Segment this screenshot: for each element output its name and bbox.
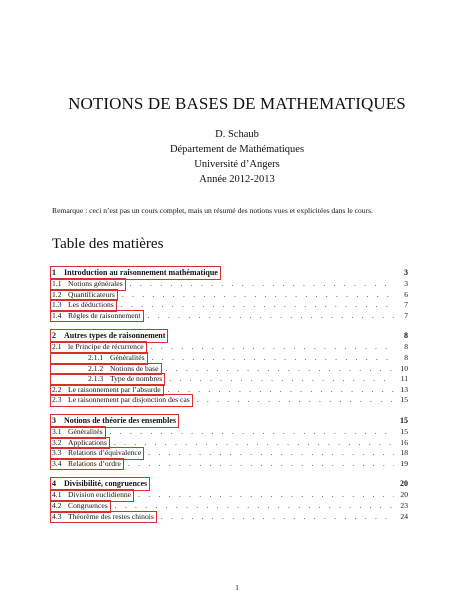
toc-entry-title: Quantificateurs <box>68 289 115 299</box>
toc-entry-title: le Principe de récurrence <box>68 342 144 352</box>
toc-chapter-number: 4 <box>52 479 56 489</box>
toc-entry-number: 3.1 <box>52 426 62 436</box>
toc-page-number: 20 <box>400 479 408 489</box>
toc-entry-number: 1.4 <box>52 310 62 320</box>
author-block <box>0 127 474 187</box>
toc-page-number: 19 <box>400 458 408 468</box>
author-name: D. Schaub <box>215 129 259 140</box>
toc-page-number: 8 <box>404 342 408 352</box>
toc-leader-dots <box>152 353 394 364</box>
toc-leader-dots <box>122 290 394 301</box>
toc-section-entry[interactable] <box>52 394 408 405</box>
toc-entry-link[interactable] <box>50 511 157 524</box>
toc-section-entry[interactable] <box>52 426 408 437</box>
toc-chapter-number: 1 <box>52 268 56 277</box>
toc-entry-number: 4.2 <box>52 500 62 510</box>
toc-page-number: 7 <box>404 310 408 320</box>
toc-entry-number: 2.1 <box>52 342 62 352</box>
toc-page-number: 15 <box>400 395 408 405</box>
toc-entry-title: Congruences <box>68 500 108 510</box>
toc-entry-title: Division euclidienne <box>68 490 132 500</box>
toc-page-number: 8 <box>404 331 408 341</box>
toc-leader-dots <box>169 374 394 385</box>
remark-text: Remarque : ceci n’est pas un cours complet, mais un résumé des notions vues et explicitées dans le cours. <box>52 206 373 215</box>
toc-chapter-title: Divisibilité, congruences <box>64 479 148 489</box>
toc-entry-title: Relations d’équivalence <box>68 448 142 458</box>
department-name: Département de Mathématiques <box>169 144 305 155</box>
toc-entry-title: Généralités <box>68 426 103 436</box>
toc-leader-dots <box>138 490 394 501</box>
toc-chapter-number: 3 <box>52 415 56 425</box>
toc-leader-dots <box>114 438 394 449</box>
toc-entry-title: Notions de base <box>110 363 159 373</box>
toc-section-entry[interactable] <box>52 511 408 522</box>
toc-entry-number: 4.3 <box>52 511 62 521</box>
toc-entry-number: 3.4 <box>52 458 62 468</box>
toc-section-entry[interactable] <box>52 299 408 310</box>
toc-section-entry[interactable] <box>52 437 408 448</box>
toc-chapter-title: Introduction au raisonnement mathématique <box>64 268 218 277</box>
toc-entry-title: Type de nombres <box>110 374 163 384</box>
toc-entry-number: 3.3 <box>52 448 62 458</box>
toc-chapter <box>52 329 408 405</box>
toc-entry-number: 2.3 <box>52 395 62 405</box>
toc-page-number: 18 <box>400 448 408 458</box>
toc-page-number: 6 <box>404 289 408 299</box>
toc-entry-number: 3.2 <box>52 437 62 447</box>
toc-page-number: 11 <box>400 374 408 384</box>
toc-section-entry[interactable] <box>52 458 408 469</box>
toc-entry-number: 1.1 <box>52 279 62 288</box>
toc-page-number: 7 <box>404 300 408 310</box>
toc-entry-title: Généralités <box>110 352 145 362</box>
toc-leader-dots <box>166 364 394 375</box>
toc-leader-dots <box>128 459 394 470</box>
toc-chapter-entry[interactable] <box>52 477 408 489</box>
toc-chapter-title: Notions de théorie des ensembles <box>64 415 176 425</box>
toc-entry-link[interactable] <box>50 394 193 407</box>
toc-page-number: 10 <box>400 363 408 373</box>
toc-entry-title: Règles de raisonnement <box>68 310 141 320</box>
toc-entry-number: 2.1.2 <box>88 363 104 373</box>
toc-section-entry[interactable] <box>52 489 408 500</box>
toc-entry-number: 1.3 <box>52 300 62 310</box>
toc-leader-dots <box>151 342 394 353</box>
university-name: Université d’Angers <box>194 159 280 170</box>
toc-chapter <box>52 266 408 320</box>
toc-subsection-entry[interactable] <box>52 352 408 363</box>
document-title: NOTIONS DE BASES DE MATHEMATIQUES <box>68 94 406 113</box>
toc-entry-title: Théorème des restes chinois <box>68 511 154 521</box>
toc-section-entry[interactable] <box>52 289 408 300</box>
toc-heading: Table des matières <box>52 236 164 252</box>
toc-page-number: 15 <box>400 426 408 436</box>
toc-chapter <box>52 477 408 521</box>
toc-entry-link[interactable] <box>50 458 124 471</box>
toc-entry-title: Applications <box>68 437 107 447</box>
toc-leader-dots <box>121 300 394 311</box>
toc-entry-number: 2.2 <box>52 384 62 394</box>
toc-page-number: 3 <box>404 279 408 288</box>
toc-entry-number: 2.1.3 <box>88 374 104 384</box>
toc-section-entry[interactable] <box>52 500 408 511</box>
toc-leader-dots <box>168 385 394 396</box>
toc-page-number: 3 <box>404 268 408 277</box>
toc-subsection-entry[interactable] <box>52 373 408 384</box>
toc-entry-title: Notions générales <box>68 279 123 288</box>
toc-chapter-entry[interactable] <box>52 414 408 426</box>
toc-entry-title: Le raisonnement par disjonction des cas <box>68 395 190 405</box>
toc-section-entry[interactable] <box>52 384 408 395</box>
toc-page-number: 20 <box>400 490 408 500</box>
toc-chapter-entry[interactable] <box>52 266 408 278</box>
toc-leader-dots <box>130 279 394 290</box>
toc-section-entry[interactable] <box>52 310 408 321</box>
toc-entry-title: Relations d’ordre <box>68 458 121 468</box>
toc-section-entry[interactable] <box>52 341 408 352</box>
academic-year: Année 2012-2013 <box>199 174 275 185</box>
toc-entry-title: Les déductions <box>68 300 114 310</box>
toc-section-entry[interactable] <box>52 278 408 289</box>
toc-page-number: 13 <box>400 384 408 394</box>
toc-entry-number: 1.2 <box>52 289 62 299</box>
page-number: 1 <box>235 583 239 592</box>
toc-chapter-entry[interactable] <box>52 329 408 341</box>
toc-leader-dots <box>148 311 394 322</box>
toc-entry-number: 4.1 <box>52 490 62 500</box>
toc-page-number: 24 <box>400 511 408 521</box>
toc-page-number: 15 <box>400 415 408 425</box>
toc-page-number: 16 <box>400 437 408 447</box>
table-of-contents <box>52 266 408 530</box>
toc-subsection-entry[interactable] <box>52 363 408 374</box>
toc-entry-number: 2.1.1 <box>88 352 104 362</box>
toc-leader-dots <box>197 395 394 406</box>
toc-leader-dots <box>110 427 394 438</box>
toc-entry-link[interactable] <box>50 310 144 323</box>
toc-leader-dots <box>161 512 394 523</box>
toc-page-number: 8 <box>404 352 408 362</box>
toc-leader-dots <box>148 448 394 459</box>
toc-section-entry[interactable] <box>52 447 408 458</box>
toc-chapter <box>52 414 408 468</box>
toc-page-number: 23 <box>400 500 408 510</box>
toc-chapter-number: 2 <box>52 331 56 341</box>
toc-entry-title: Le raisonnement par l’absurde <box>68 384 161 394</box>
toc-chapter-title: Autres types de raisonnement <box>64 331 166 341</box>
